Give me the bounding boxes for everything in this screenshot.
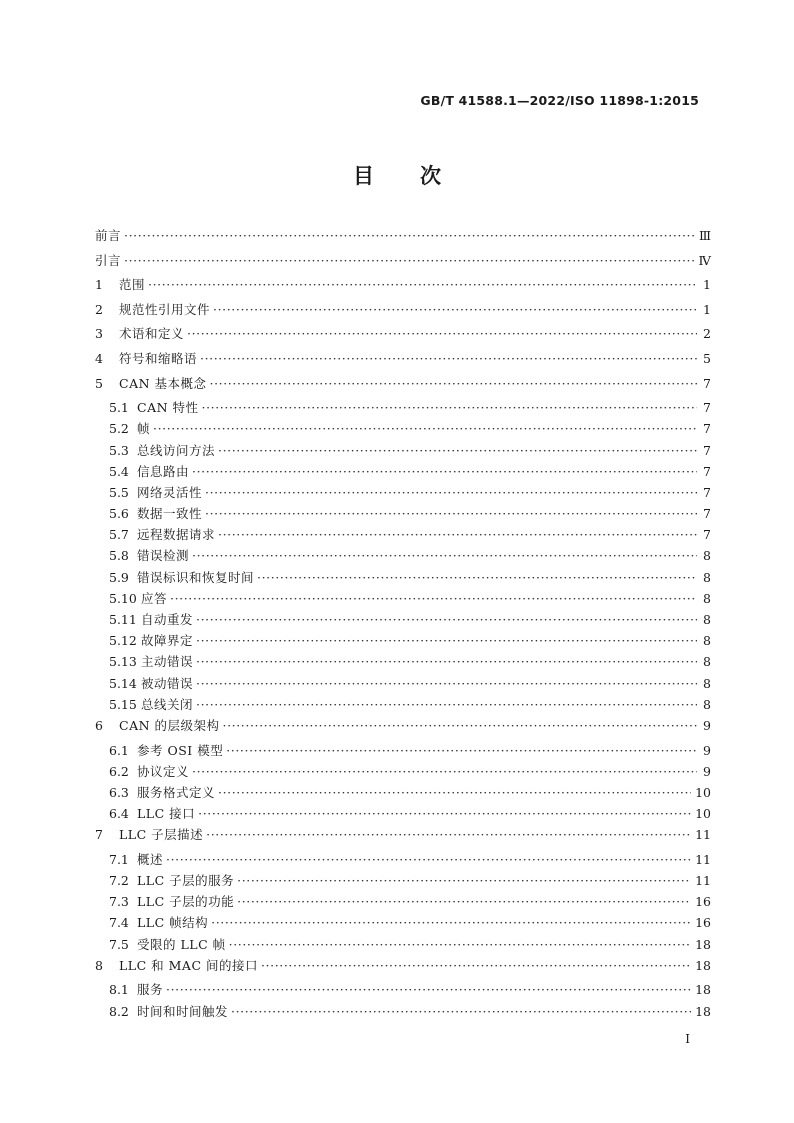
toc-entry-page: 8 [703, 612, 711, 628]
toc-entry-number: 7.5 [109, 936, 129, 952]
toc-entry-title: 受限的 LLC 帧 [137, 936, 226, 952]
toc-entry-page: 7 [703, 421, 711, 437]
toc-entry-number: 5.9 [109, 569, 129, 585]
toc-entry-page: 10 [695, 806, 711, 822]
toc-entry-page: 18 [695, 936, 711, 952]
toc-entry-title: 应答 [141, 590, 168, 606]
toc-title-part1: 目 [353, 164, 374, 188]
toc-entry[interactable] [95, 853, 711, 874]
dot-leader [124, 229, 695, 242]
toc-entry-title: 故障界定 [141, 633, 194, 649]
toc-entry-title: 规范性引用文件 [119, 301, 211, 317]
dot-leader [205, 486, 697, 499]
toc-entry-title: 自动重发 [141, 612, 194, 628]
toc-entry-number: 5.5 [109, 484, 129, 500]
toc-entry-title: LLC 子层描述 [119, 827, 204, 843]
toc-entry[interactable] [95, 254, 711, 279]
dot-leader [153, 422, 697, 435]
toc-entry-title: LLC 子层的功能 [137, 894, 235, 910]
dot-leader [192, 765, 697, 778]
toc-entry-page: 5 [703, 350, 711, 366]
toc-entry-page: 1 [703, 277, 711, 293]
toc-entry[interactable] [95, 507, 711, 528]
toc-entry-page: 7 [703, 506, 711, 522]
toc-entry-page: 11 [695, 873, 711, 889]
toc-entry-title: CAN 的层级架构 [119, 717, 220, 733]
toc-entry[interactable] [95, 377, 711, 402]
toc-entry-number: 8.1 [109, 982, 129, 998]
toc-entry-page: 18 [695, 1003, 711, 1019]
toc-entry-page: 9 [703, 717, 711, 733]
toc-entry[interactable] [95, 916, 711, 937]
dot-leader [231, 1005, 691, 1018]
toc-entry-number: 7.4 [109, 915, 129, 931]
toc-entry-title: 概述 [137, 851, 164, 867]
dot-leader [223, 719, 697, 732]
toc-entry-title: 时间和时间触发 [137, 1003, 229, 1019]
toc-entry-title: 前言 [95, 228, 122, 243]
toc-entry[interactable] [95, 571, 711, 592]
toc-entry-title: LLC 帧结构 [137, 915, 209, 931]
toc-entry[interactable] [95, 613, 711, 634]
toc-entry-number: 5.4 [109, 463, 129, 479]
dot-leader [192, 549, 697, 562]
toc-entry-title: CAN 特性 [137, 400, 199, 416]
dot-leader [196, 655, 697, 668]
toc-entry-number: 5.6 [109, 506, 129, 522]
toc-entry-number: 5.14 [109, 675, 137, 691]
dot-leader [210, 377, 697, 390]
dot-leader [213, 303, 697, 316]
toc-entry[interactable] [95, 278, 711, 303]
dot-leader [196, 698, 697, 711]
toc-entry-number: 7.3 [109, 894, 129, 910]
toc-entry-number: 5.12 [109, 633, 137, 649]
toc-entry-title: 服务格式定义 [137, 784, 216, 800]
dot-leader [148, 278, 697, 291]
toc-entry[interactable] [95, 677, 711, 698]
toc-entry-title: 总线关闭 [141, 696, 194, 712]
toc-entry-page: 8 [703, 675, 711, 691]
toc-entry-number: 6.3 [109, 784, 129, 800]
toc-entry-number: 1 [95, 277, 103, 293]
toc-entry-page: 8 [703, 590, 711, 606]
toc-entry[interactable] [95, 486, 711, 507]
toc-entry-number: 2 [95, 301, 103, 317]
toc-entry-number: 6.4 [109, 806, 129, 822]
dot-leader [200, 352, 697, 365]
toc-entry-page: 7 [703, 527, 711, 543]
toc-entry-number: 3 [95, 326, 103, 342]
toc-entry-title: 被动错误 [141, 675, 194, 691]
toc-entry[interactable] [95, 549, 711, 570]
toc-entry-page: 7 [703, 400, 711, 416]
dot-leader [196, 613, 697, 626]
toc-entry-page: 16 [695, 894, 711, 910]
dot-leader [257, 571, 697, 584]
dot-leader [229, 938, 691, 951]
toc-entry-title: 范围 [119, 277, 146, 293]
dot-leader [196, 634, 697, 647]
toc-entry-number: 5.7 [109, 527, 129, 543]
toc-entry[interactable] [95, 938, 711, 959]
toc-entry[interactable] [95, 528, 711, 549]
toc-entry[interactable] [95, 465, 711, 486]
dot-leader [237, 874, 691, 887]
toc-entry-title: 错误标识和恢复时间 [137, 569, 255, 585]
toc-entry-page: 7 [703, 442, 711, 458]
toc-entry-number: 5.8 [109, 548, 129, 564]
dot-leader [226, 744, 697, 757]
toc-entry-number: 5.15 [109, 696, 137, 712]
toc-title-part2: 次 [420, 164, 441, 188]
toc-entry[interactable] [95, 444, 711, 465]
toc-entry[interactable] [95, 959, 711, 984]
toc-entry-title: CAN 基本概念 [119, 375, 207, 391]
toc-entry-title: LLC 子层的服务 [137, 873, 235, 889]
toc-entry-title: 协议定义 [137, 763, 190, 779]
toc-entry-page: 7 [703, 375, 711, 391]
dot-leader [202, 401, 697, 414]
toc-entry-title: 术语和定义 [119, 326, 185, 342]
toc-entry-title: 主动错误 [141, 654, 194, 670]
toc-entry-page: 11 [695, 851, 711, 867]
toc-entry-number: 7 [95, 827, 103, 843]
toc-entry[interactable] [95, 401, 711, 422]
toc-entry-number: 6 [95, 717, 103, 733]
toc-entry-page: Ⅲ [698, 228, 711, 243]
toc-entry-number: 5 [95, 375, 103, 391]
dot-leader [218, 528, 697, 541]
toc-title [0, 160, 794, 190]
toc-entry[interactable] [95, 655, 711, 676]
dot-leader [218, 786, 691, 799]
toc-entry-page: 16 [695, 915, 711, 931]
dot-leader [196, 677, 697, 690]
toc-entry[interactable] [95, 895, 711, 916]
toc-entry[interactable] [95, 229, 711, 254]
toc-entry[interactable] [95, 327, 711, 352]
toc-entry-number: 5.13 [109, 654, 137, 670]
toc-entry-title: 信息路由 [137, 463, 190, 479]
toc-entry-title: LLC 接口 [137, 806, 196, 822]
toc-entry[interactable] [95, 303, 711, 328]
toc-entry[interactable] [95, 422, 711, 443]
toc-entry[interactable] [95, 592, 711, 613]
toc-entry-page: 10 [695, 784, 711, 800]
dot-leader [206, 828, 691, 841]
toc-entry-title: 总线访问方法 [137, 442, 216, 458]
toc-entry-page: 18 [695, 982, 711, 998]
toc-entry-page: 8 [703, 633, 711, 649]
toc-entry-number: 5.2 [109, 421, 129, 437]
toc-entry-number: 7.2 [109, 873, 129, 889]
toc-entry[interactable] [95, 744, 711, 765]
toc-entry-number: 5.10 [109, 590, 137, 606]
toc-entry-title: 服务 [137, 982, 164, 998]
toc-entry[interactable] [95, 634, 711, 655]
toc-entry-page: 18 [695, 957, 711, 973]
toc-entry-page: Ⅳ [698, 252, 711, 268]
toc-entry[interactable] [95, 719, 711, 744]
toc-entry-page: 11 [695, 827, 711, 843]
dot-leader [237, 895, 691, 908]
toc-entry-number: 6.2 [109, 763, 129, 779]
dot-leader [192, 465, 697, 478]
dot-leader [166, 983, 691, 996]
dot-leader [261, 959, 691, 972]
toc-entry-number: 7.1 [109, 851, 129, 867]
toc-entry-page: 2 [703, 326, 711, 342]
toc-entry-page: 7 [703, 484, 711, 500]
toc-entry-title: 错误检测 [137, 548, 190, 564]
table-of-contents [95, 229, 711, 1026]
dot-leader [170, 592, 697, 605]
toc-entry[interactable] [95, 765, 711, 786]
toc-entry-page: 8 [703, 654, 711, 670]
toc-entry-title: LLC 和 MAC 间的接口 [119, 957, 258, 973]
dot-leader [198, 807, 691, 820]
toc-entry[interactable] [95, 828, 711, 853]
dot-leader [187, 327, 697, 340]
toc-entry-title: 远程数据请求 [137, 527, 216, 543]
toc-entry-title: 引言 [95, 252, 122, 268]
dot-leader [218, 444, 697, 457]
toc-entry-number: 6.1 [109, 742, 129, 758]
toc-entry-number: 8.2 [109, 1003, 129, 1019]
standard-code: GB/T 41588.1—2022/ISO 11898-1:2015 [420, 93, 699, 108]
toc-entry-page: 9 [703, 763, 711, 779]
toc-entry-page: 8 [703, 569, 711, 585]
toc-entry-page: 1 [703, 301, 711, 317]
toc-entry-title: 帧 [137, 421, 151, 437]
toc-entry-number: 5.11 [109, 612, 137, 628]
toc-entry-title: 网络灵活性 [137, 484, 203, 500]
toc-entry-page: 7 [703, 463, 711, 479]
toc-entry[interactable] [95, 807, 711, 828]
toc-entry-page: 8 [703, 696, 711, 712]
toc-entry[interactable] [95, 874, 711, 895]
toc-entry-number: 8 [95, 957, 103, 973]
page-number: I [685, 1032, 690, 1046]
dot-leader [166, 853, 691, 866]
toc-entry-number: 5.3 [109, 442, 129, 458]
dot-leader [211, 916, 691, 929]
dot-leader [205, 507, 697, 520]
toc-entry-number: 5.1 [109, 400, 129, 416]
toc-entry-title: 符号和缩略语 [119, 350, 198, 366]
toc-entry-page: 9 [703, 742, 711, 758]
toc-entry-number: 4 [95, 350, 103, 366]
toc-entry[interactable] [95, 698, 711, 719]
toc-entry[interactable] [95, 352, 711, 377]
toc-entry[interactable] [95, 983, 711, 1004]
toc-entry-page: 8 [703, 548, 711, 564]
toc-entry-title: 参考 OSI 模型 [137, 742, 224, 758]
dot-leader [124, 254, 694, 267]
toc-entry[interactable] [95, 1005, 711, 1026]
toc-entry[interactable] [95, 786, 711, 807]
toc-entry-title: 数据一致性 [137, 506, 203, 522]
